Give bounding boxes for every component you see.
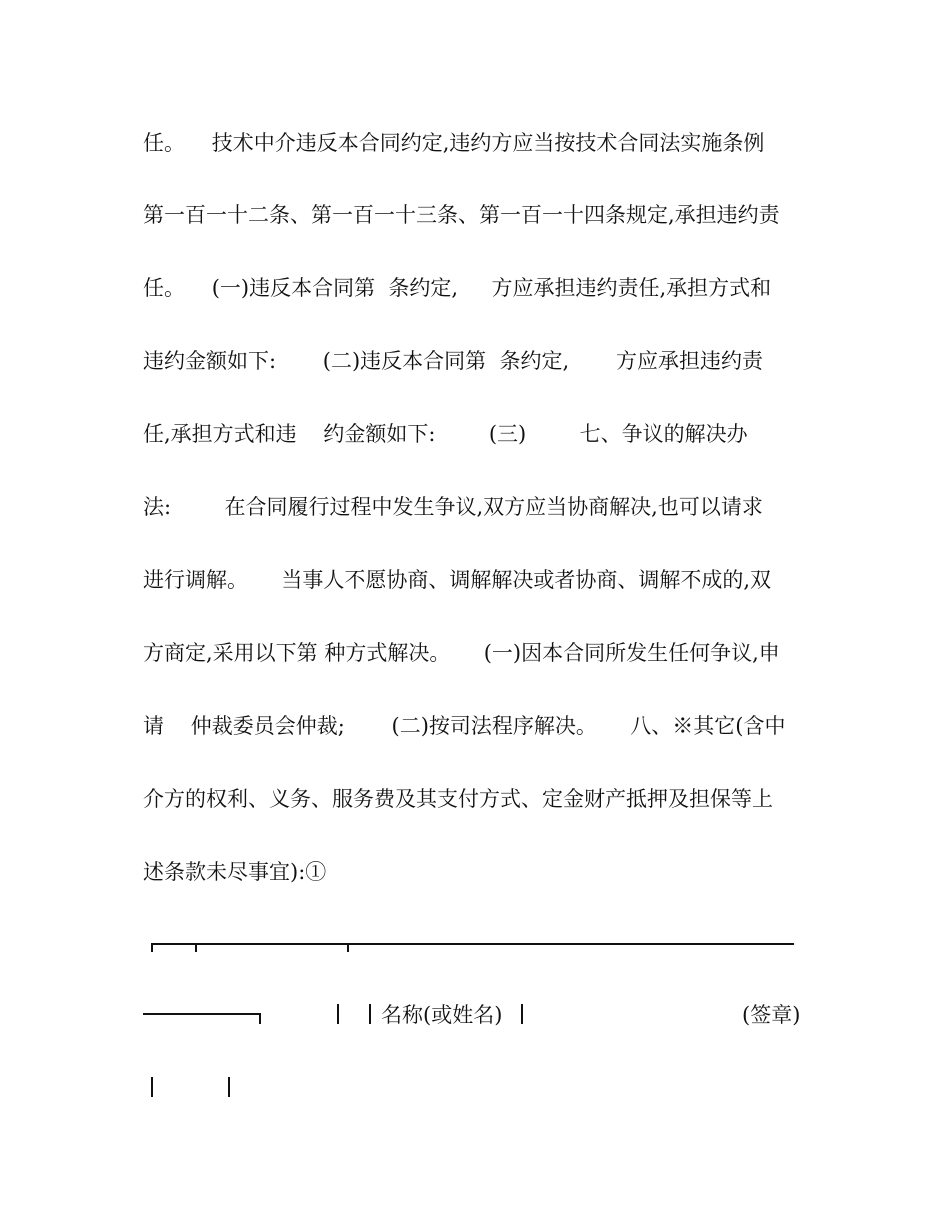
text-line: 请 仲裁委员会仲裁; (二)按司法程序解决。 八、※其它(含中 xyxy=(143,714,786,738)
table-row-border xyxy=(143,1013,261,1015)
text-line: 进行调解。 当事人不愿协商、调解解决或者协商、调解不成的,双 xyxy=(143,568,772,592)
table-top-border xyxy=(151,943,794,945)
table-cell-divider xyxy=(337,1004,339,1024)
table-column-tick xyxy=(195,943,197,952)
table-cell-divider xyxy=(151,1077,153,1097)
table-corner-tick xyxy=(151,943,153,952)
text-line: 任。 技术中介违反本合同约定,违约方应当按技术合同法实施条例 xyxy=(143,131,765,155)
text-line: 述条款未尽事宜):① xyxy=(143,860,327,884)
seal-label: (签章) xyxy=(742,1003,801,1027)
name-label: 名称(或姓名) xyxy=(381,1003,503,1027)
table-corner-tick xyxy=(259,1013,261,1024)
text-line: 违约金额如下: (二)违反本合同第 条约定, 方应承担违约责 xyxy=(143,349,763,373)
table-cell-divider xyxy=(521,1004,523,1024)
table-cell-divider xyxy=(228,1077,230,1097)
text-line: 任。 (一)违反本合同第 条约定, 方应承担违约责任,承担方式和 xyxy=(143,276,772,300)
text-line: 法: 在合同履行过程中发生争议,双方应当协商解决,也可以请求 xyxy=(143,495,763,519)
text-line: 介方的权利、义务、服务费及其支付方式、定金财产抵押及担保等上 xyxy=(143,787,773,811)
text-line: 第一百一十二条、第一百一十三条、第一百一十四条规定,承担违约责 xyxy=(143,203,780,227)
table-cell-divider xyxy=(369,1004,371,1024)
text-line: 方商定,采用以下第 种方式解决。 (一)因本合同所发生任何争议,申 xyxy=(143,641,780,665)
text-line: 任,承担方式和违 约金额如下: (三) 七、争议的解决办 xyxy=(143,422,748,446)
table-column-tick xyxy=(347,943,349,952)
